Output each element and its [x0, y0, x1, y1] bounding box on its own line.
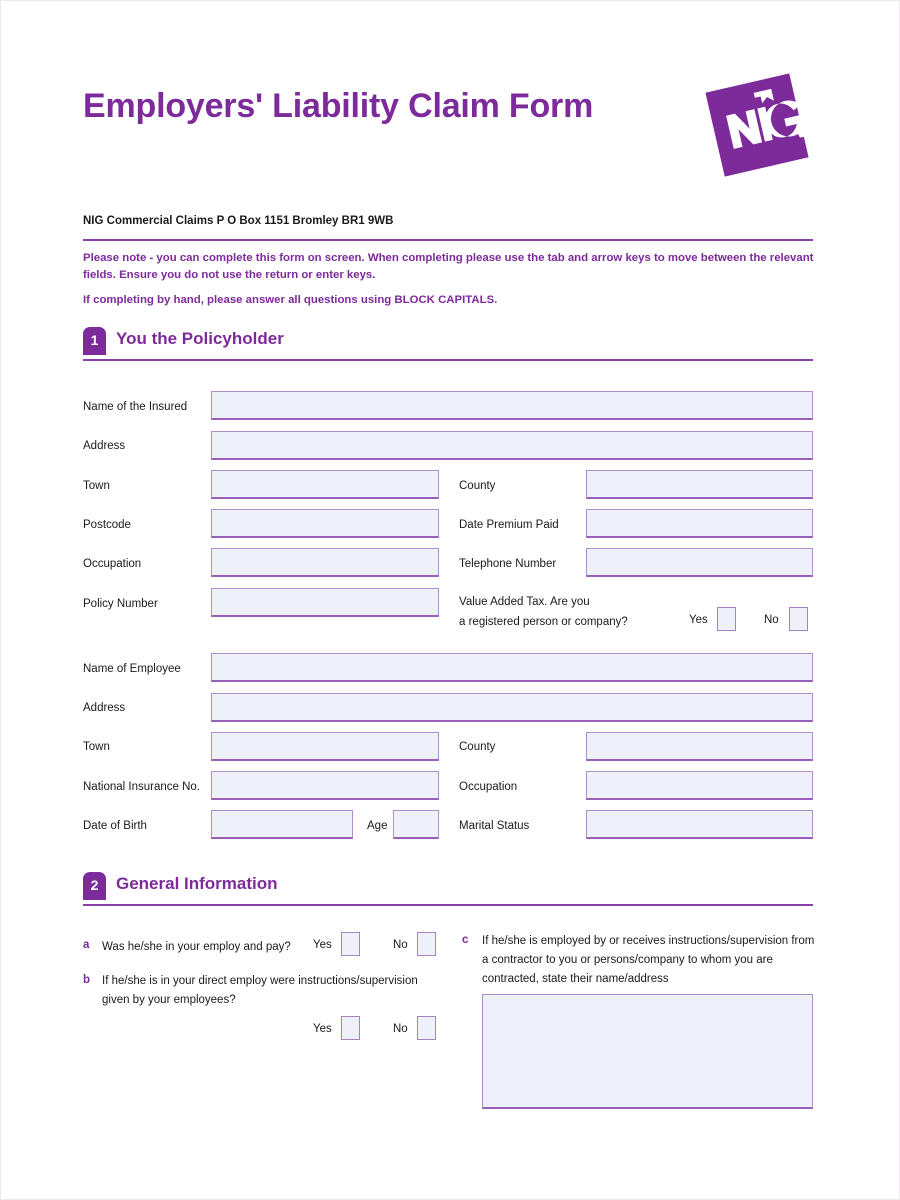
note-line-2: If completing by hand, please answer all questions using BLOCK CAPITALS. — [83, 294, 498, 306]
section-1-header — [83, 327, 813, 361]
question-b-text: If he/she is in your direct employ were instructions/supervision given by your employees? — [102, 975, 418, 1006]
label-policy-number: Policy Number — [83, 598, 158, 610]
input-question-c-answer[interactable] — [482, 994, 813, 1109]
question-c-letter: c — [462, 934, 469, 946]
section-2-title: General Information — [116, 874, 278, 893]
section-1-underline — [83, 359, 813, 361]
label-policyholder-address: Address — [83, 440, 126, 452]
label-vat-yes: Yes — [689, 614, 708, 626]
page-title: Employers' Liability Claim Form — [83, 87, 594, 125]
label-question-b-no: No — [393, 1023, 408, 1035]
note-line-1: Please note - you can complete this form on screen. When completing please use the tab and arrow keys to move between the relevant fields. Ensure you do not use the return or enter keys. — [83, 252, 814, 281]
input-employee-county[interactable] — [586, 732, 813, 761]
label-national-insurance-no: National Insurance No. — [83, 781, 200, 793]
header-divider — [83, 239, 813, 241]
input-date-of-birth[interactable] — [211, 810, 353, 839]
input-policyholder-postcode[interactable] — [211, 509, 439, 538]
label-policyholder-postcode: Postcode — [83, 519, 131, 531]
form-header — [1, 1, 900, 306]
input-policyholder-address[interactable] — [211, 431, 813, 460]
question-a-letter: a — [83, 939, 90, 951]
label-policyholder-occupation: Occupation — [83, 558, 142, 570]
form-note — [83, 250, 815, 309]
label-employee-occupation: Occupation — [459, 781, 518, 793]
question-c-text: If he/she is employed by or receives instructions/supervision from a contractor to you or persons/company to whom you are contracted, state their name/address — [482, 935, 815, 985]
question-a-text: Was he/she in your employ and pay? — [102, 941, 291, 953]
label-policyholder-town: Town — [83, 480, 110, 492]
section-1-title: You the Policyholder — [116, 329, 284, 348]
label-question-b-yes: Yes — [313, 1023, 332, 1035]
label-vat-question-line-1: Value Added Tax. Are you — [459, 596, 590, 608]
section-2-badge: 2 — [83, 872, 106, 900]
section-2-underline — [83, 904, 813, 906]
label-question-a-yes: Yes — [313, 939, 332, 951]
label-employee-town: Town — [83, 741, 110, 753]
input-name-of-the-insured[interactable] — [211, 391, 813, 420]
label-telephone-number: Telephone Number — [459, 558, 557, 570]
label-employee-address: Address — [83, 702, 126, 714]
label-employee-county: County — [459, 741, 496, 753]
label-policyholder-county: County — [459, 480, 496, 492]
input-policyholder-occupation[interactable] — [211, 548, 439, 577]
input-policyholder-town[interactable] — [211, 470, 439, 499]
nig-logo-icon — [701, 69, 813, 181]
checkbox-question-a-no[interactable] — [417, 932, 436, 956]
label-age: Age — [367, 820, 388, 832]
label-question-a-no: No — [393, 939, 408, 951]
question-b-letter: b — [83, 974, 91, 986]
checkbox-question-b-no[interactable] — [417, 1016, 436, 1040]
label-vat-question-line-2: a registered person or company? — [459, 616, 628, 628]
input-policyholder-county[interactable] — [586, 470, 813, 499]
input-policy-number[interactable] — [211, 588, 439, 617]
input-name-of-employee[interactable] — [211, 653, 813, 682]
label-date-of-birth: Date of Birth — [83, 820, 147, 832]
section-1-badge: 1 — [83, 327, 106, 355]
checkbox-question-b-yes[interactable] — [341, 1016, 360, 1040]
input-employee-occupation[interactable] — [586, 771, 813, 800]
input-age[interactable] — [393, 810, 439, 839]
label-name-of-the-insured: Name of the Insured — [83, 401, 188, 413]
input-employee-town[interactable] — [211, 732, 439, 761]
nig-logo — [701, 69, 813, 181]
label-marital-status: Marital Status — [459, 820, 530, 832]
checkbox-vat-yes[interactable] — [717, 607, 736, 631]
input-telephone-number[interactable] — [586, 548, 813, 577]
label-name-of-employee: Name of Employee — [83, 663, 181, 675]
input-national-insurance-no[interactable] — [211, 771, 439, 800]
claims-address: NIG Commercial Claims P O Box 1151 Bromley BR1 9WB — [83, 215, 394, 227]
input-date-premium-paid[interactable] — [586, 509, 813, 538]
checkbox-vat-no[interactable] — [789, 607, 808, 631]
label-date-premium-paid: Date Premium Paid — [459, 519, 559, 531]
checkbox-question-a-yes[interactable] — [341, 932, 360, 956]
input-marital-status[interactable] — [586, 810, 813, 839]
label-vat-no: No — [764, 614, 779, 626]
section-2-header — [83, 872, 813, 906]
input-employee-address[interactable] — [211, 693, 813, 722]
